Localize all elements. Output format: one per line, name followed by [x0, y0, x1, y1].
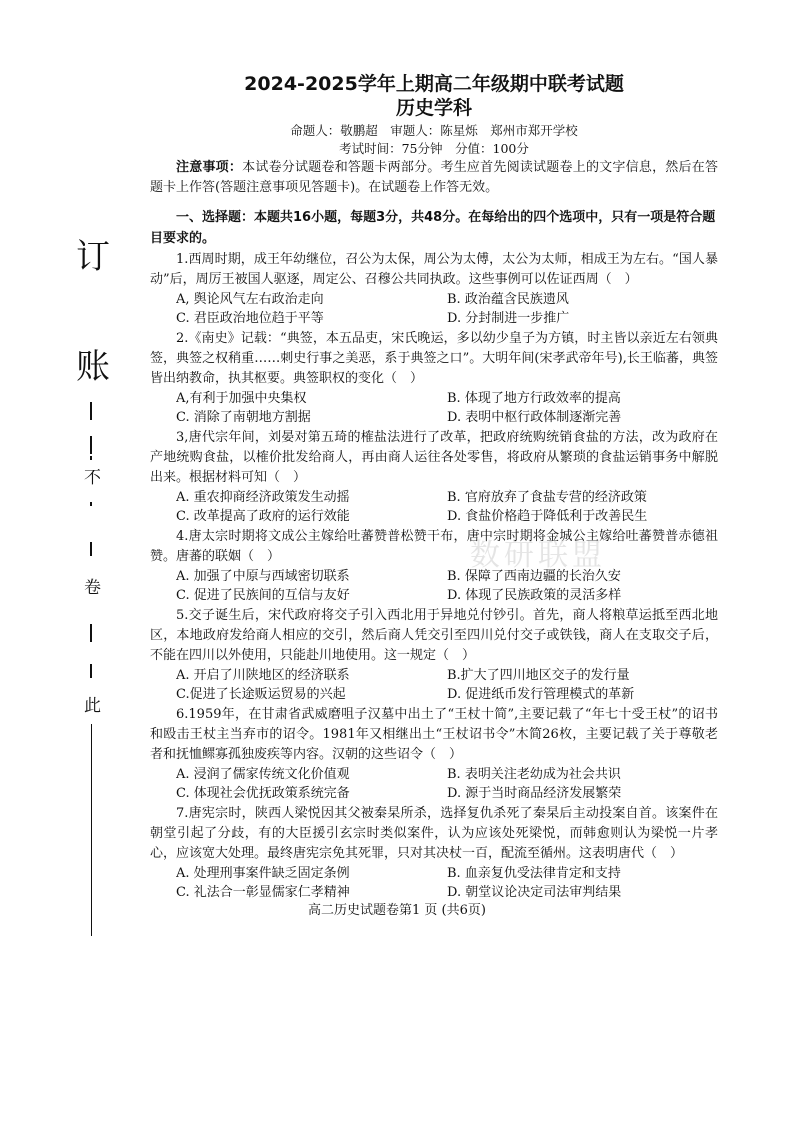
answer-option: C.促进了长途贩运贸易的兴起 — [176, 687, 346, 702]
answer-option: B. 血亲复仇受法律肯定和支持 — [447, 866, 621, 881]
answer-option: B. 政治蕴含民族遗风 — [447, 292, 569, 307]
answer-option: D. 朝堂议论决定司法审判结果 — [447, 885, 622, 900]
question-item — [150, 804, 718, 902]
question-item — [150, 329, 718, 427]
gutter-dash — [90, 402, 92, 420]
notice — [150, 158, 718, 198]
answer-option: D. 食盐价格趋于降低利于改善民生 — [447, 509, 648, 524]
gutter-dash — [90, 502, 92, 506]
question-stem: 6.1959年，在甘肃省武威磨咀子汉墓中出土了“王杖十简”,主要记载了“年七十受王杖”的诏书和殴击王杖主当弃市的诏令。1981年又相继出土“王杖诏书令”木简26枚，主要记载了关于尊敬老者和抚恤鳏寡孤独废疾等内容。汉朝的这些诏令（ ） — [150, 707, 718, 762]
answer-option: A. 加强了中原与西域密切联系 — [176, 569, 350, 584]
answer-option: C. 改革提高了政府的运行效能 — [176, 509, 350, 524]
answer-option: B. 表明关注老幼成为社会共识 — [447, 767, 621, 782]
answer-option: A. 处理刑事案件缺乏固定条例 — [176, 866, 350, 881]
gutter-char-ci: 此 — [84, 696, 101, 716]
option-grid — [150, 290, 718, 328]
answer-option: D. 源于当时商品经济发展繁荣 — [447, 786, 622, 801]
question-item — [150, 705, 718, 803]
question-stem: 3,唐代宗年间，刘晏对第五琦的榷盐法进行了改革，把政府统购统销食盐的方法，改为政府在产地统购食盐，以榷价批发给商人，再由商人运往各处零售，将政府从繁琐的食盐运销事务中解脱出来。根据材料可知（ ） — [150, 430, 718, 485]
question-item — [150, 250, 718, 328]
answer-option: C. 消除了南朝地方割据 — [176, 410, 311, 425]
time-score-line: 考试时间：75分钟 分值：100分 — [339, 141, 529, 156]
section-heading: 一、选择题：本题共16小题，每题3分，共48分。在每给出的四个选项中，只有一项是符合题目要求的。 — [150, 210, 716, 246]
gutter-char-zhang: 账 — [76, 347, 110, 387]
answer-option: C. 君臣政治地位趋于平等 — [176, 311, 324, 326]
question-stem: 1.西周时期，成王年幼继位，召公为太保，周公为太傅，太公为太师，相成王为左右。“国人暴动”后，周厉王被国人驱逐，周定公、召穆公共同执政。这些事例可以佐证西周（ ） — [150, 252, 718, 287]
answer-option: C. 礼法合一彰显儒家仁孝精神 — [176, 885, 350, 900]
gutter-dash — [90, 664, 92, 678]
answer-option: B. 官府放弃了食盐专营的经济政策 — [447, 490, 647, 505]
option-grid — [150, 488, 718, 526]
gutter-char-bu: 不 — [84, 468, 101, 488]
subject-title: 历史学科 — [395, 97, 472, 119]
answer-option: D. 体现了民族政策的灵活多样 — [447, 588, 622, 603]
notice-text: 本试卷分试题卷和答题卡两部分。考生应首先阅读试题卷上的文字信息，然后在答题卡上作答(答题注意事项见答题卡)。在试题卷上作答无效。 — [150, 160, 718, 195]
answer-option: C. 促进了民族间的互信与友好 — [176, 588, 350, 603]
watermark: 数研联盟 — [470, 538, 606, 573]
option-grid — [150, 765, 718, 803]
answer-option: B.扩大了四川地区交子的发行量 — [447, 668, 630, 683]
question-stem: 4.唐太宗时期将文成公主嫁给吐蕃赞普松赞干布，唐中宗时期将金城公主嫁给吐蕃赞普赤德祖赞。唐蕃的联姻（ ） — [150, 529, 718, 564]
answer-option: B. 体现了地方行政效率的提高 — [447, 391, 621, 406]
answer-option: D. 促进纸币发行管理模式的革新 — [447, 687, 635, 702]
answer-option: D. 表明中枢行政体制逐渐完善 — [447, 410, 622, 425]
answer-option: C. 体现社会优抚政策系统完备 — [176, 786, 350, 801]
answer-option: A. 重农抑商经济政策发生动摇 — [176, 490, 350, 505]
option-grid — [150, 666, 718, 704]
answer-option: A. 浸润了儒家传统文化价值观 — [176, 767, 350, 782]
exam-sheet — [150, 72, 718, 902]
page-footer: 高二历史试题卷第1 页 (共6页) — [308, 903, 486, 918]
question-stem: 2.《南史》记载：“典签，本五品吏，宋氏晚运，多以幼少皇子为方镇，时主皆以亲近左右领典签，典签之权稍重……刺史行事之美恶，系于典签之口”。大明年间(宋孝武帝年号),长王临蕃，典签皆出纳教命，执其枢要。典签职权的变化（ ） — [150, 331, 718, 386]
option-grid — [150, 389, 718, 427]
option-grid — [150, 864, 718, 902]
gutter-char-ding: 订 — [76, 237, 110, 277]
exam-title: 2024-2025学年上期高二年级期中联考试题 — [244, 73, 624, 95]
question-item — [150, 428, 718, 526]
notice-label: 注意事项： — [176, 160, 243, 175]
answer-option: D. 分封制进一步推广 — [447, 311, 570, 326]
gutter-dash — [90, 624, 92, 642]
answer-option: A. 开启了川陕地区的经济联系 — [176, 668, 350, 683]
question-item — [150, 606, 718, 704]
question-item — [150, 527, 718, 605]
authors-line: 命题人：敬鹏超 审题人：陈星烁 郑州市郑开学校 — [290, 123, 578, 138]
answer-option: A,有利于加强中央集权 — [176, 391, 307, 406]
gutter-char-juan: 卷 — [84, 578, 101, 598]
binding-gutter — [70, 237, 110, 940]
answer-option: A, 舆论风气左右政治走向 — [176, 292, 324, 307]
question-list — [150, 250, 718, 902]
question-stem: 7.唐宪宗时，陕西人梁悦因其父被秦杲所杀，选择复仇杀死了秦杲后主动投案自首。该案件在朝堂引起了分歧，有的大臣援引玄宗时类似案件，认为应该处死梁悦，而韩愈则认为梁悦一片孝心，应该宽大处理。最终唐宪宗免其死罪，只对其决杖一百，配流至循州。这表明唐代（ ） — [150, 806, 718, 861]
gutter-dash — [90, 456, 92, 460]
gutter-dash — [90, 436, 92, 454]
option-grid — [150, 567, 718, 605]
question-stem: 5.交子诞生后，宋代政府将交子引入西北用于异地兑付钞引。首先，商人将粮草运抵至西北地区，本地政府发给商人相应的交引，然后商人凭交引至四川兑付交子或铁钱，商人在支取交子后，不能在四川以外使用，只能赴川地使用。这一规定（ ） — [150, 608, 718, 663]
gutter-dash — [90, 542, 92, 556]
answer-option: B. 保障了西南边疆的长治久安 — [447, 569, 621, 584]
